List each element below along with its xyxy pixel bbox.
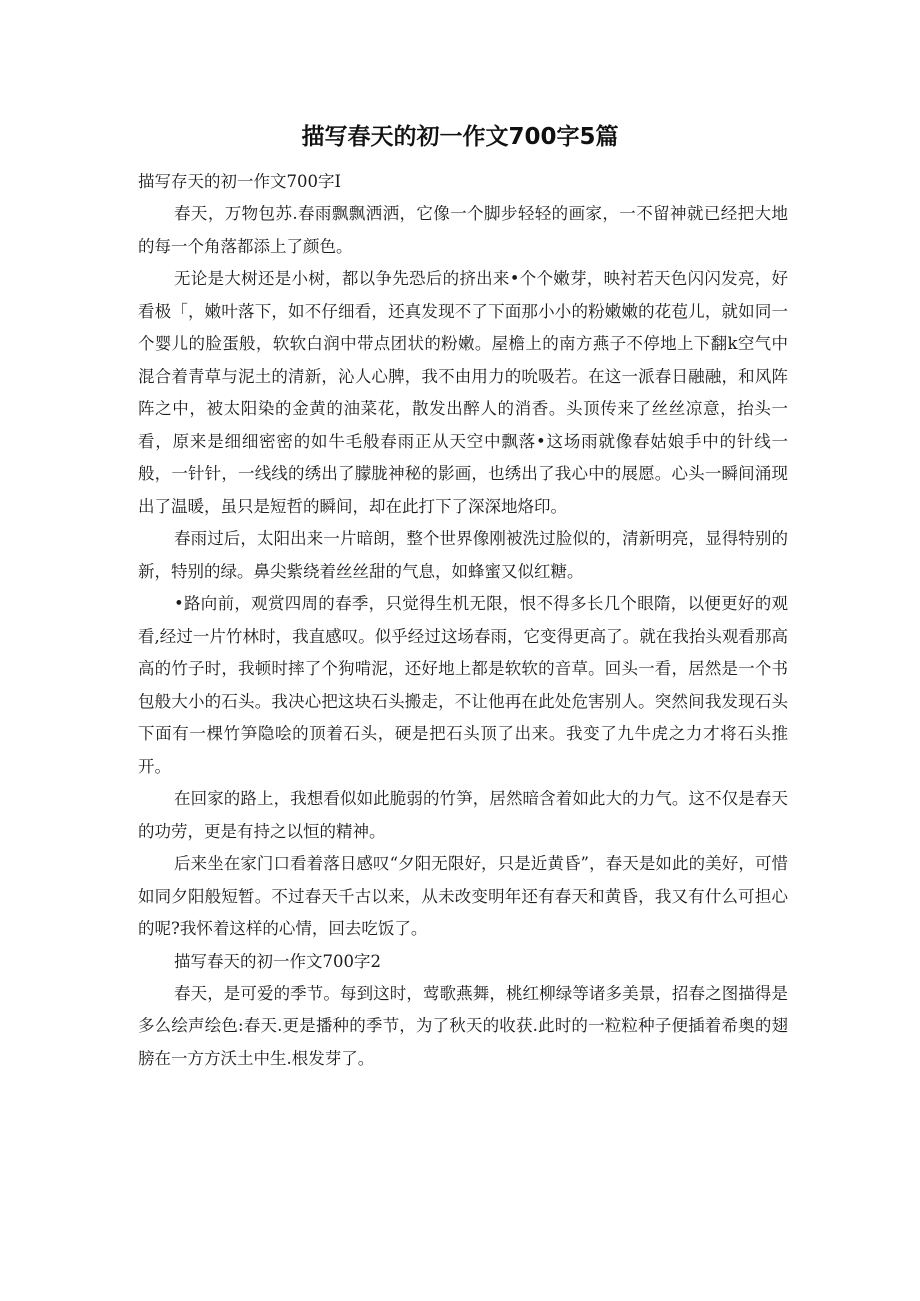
- essay-1-paragraph-5: 在回家的路上，我想看似如此脆弱的竹笋，居然暗含着如此大的力气。这不仅是春天的功劳，更是有持之以恒的精神。: [138, 789, 788, 841]
- essay-1-heading: 描写存天的初一作文700字I: [138, 172, 342, 191]
- essay-2-heading: 描写春天的初一作文700字2: [174, 951, 381, 971]
- essay-1-paragraph-6: 后来坐在家门口看着落日感叹“夕阳无限好，只是近黄昏”，春天是如此的美好，可惜如同夕阳般短暂。不过春天千古以来，从未改变明年还有春天和黄昏，我又有什么可担心的呢?我怀着这样的心情，回去吃饭了。: [138, 854, 788, 938]
- document-body: [138, 166, 788, 1075]
- essay-2-paragraph-1: 春天，是可爱的季节。每到这时，莺歌燕舞，桃红柳绿等诸多美景，招春之图描得是多么绘声绘色:春天.更是播种的季节，为了秋天的收获.此时的一粒粒种子便插着希奥的翅膀在一方方沃土中生.根发芽了。: [138, 983, 788, 1068]
- essay-1-paragraph-2: 无论是大树还是小树，都以争先恐后的挤出来•个个嫩芽，映衬若天色闪闪发亮，好看极「，嫩叶落下，如不仔细看，还真发现不了下面那小小的粉嫩嫩的花苞儿，就如同一个婴儿的脸蛋般，软软白润中带点团状的粉嫩。屋檐上的南方燕子不停地上下翻k空气中混合着青草与泥土的清新，沁人心脾，我不由用力的吮吸若。在这一派春日融融，和风阵阵之中，被太阳染的金黄的油菜花，散发出醉人的消香。头顶传来了丝丝凉意，抬头一看，原来是细细密密的如牛毛般春雨正从天空中飘落•这场雨就像春姑娘手中的针线一般，一针针，一线线的绣出了朦胧神秘的影画，也绣出了我心中的展愿。心头一瞬间涌现出了温暖，虽只是短哲的瞬间，却在此打下了深深地烙印。: [138, 269, 788, 516]
- essay-1-paragraph-1: 春天，万物包苏.春雨飘飘洒洒，它像一个脚步轻轻的画家，一不留神就已经把大地的每一个角落都添上了颜色。: [138, 204, 788, 256]
- essay-1-paragraph-4: •路向前，观赏四周的春季，只觉得生机无限，恨不得多长几个眼隋，以便更好的观看,经过一片竹林时，我直感叹。似乎经过这场春雨，它变得更高了。就在我抬头观看那高高的竹子时，我顿时摔了个狗啃泥，还好地上都是软软的音草。回头一看，居然是一个书包般大小的石头。我决心把这块石头搬走，不让他再在此处危害别人。突然间我发现石头下面有一棵竹笋隐哙的顶着石头，硬是把石头顶了出来。我变了九牛虎之力才将石头推开。: [138, 594, 788, 776]
- document-title: 描写春天的初一作文700字5篇: [301, 124, 619, 150]
- essay-1-paragraph-3: 春雨过后，太阳出来一片暗朗，整个世界像刚被洗过脸似的，清新明亮，显得特别的新，特别的绿。鼻尖紫绕着丝丝甜的气息，如蜂蜜又似红糖。: [138, 529, 788, 581]
